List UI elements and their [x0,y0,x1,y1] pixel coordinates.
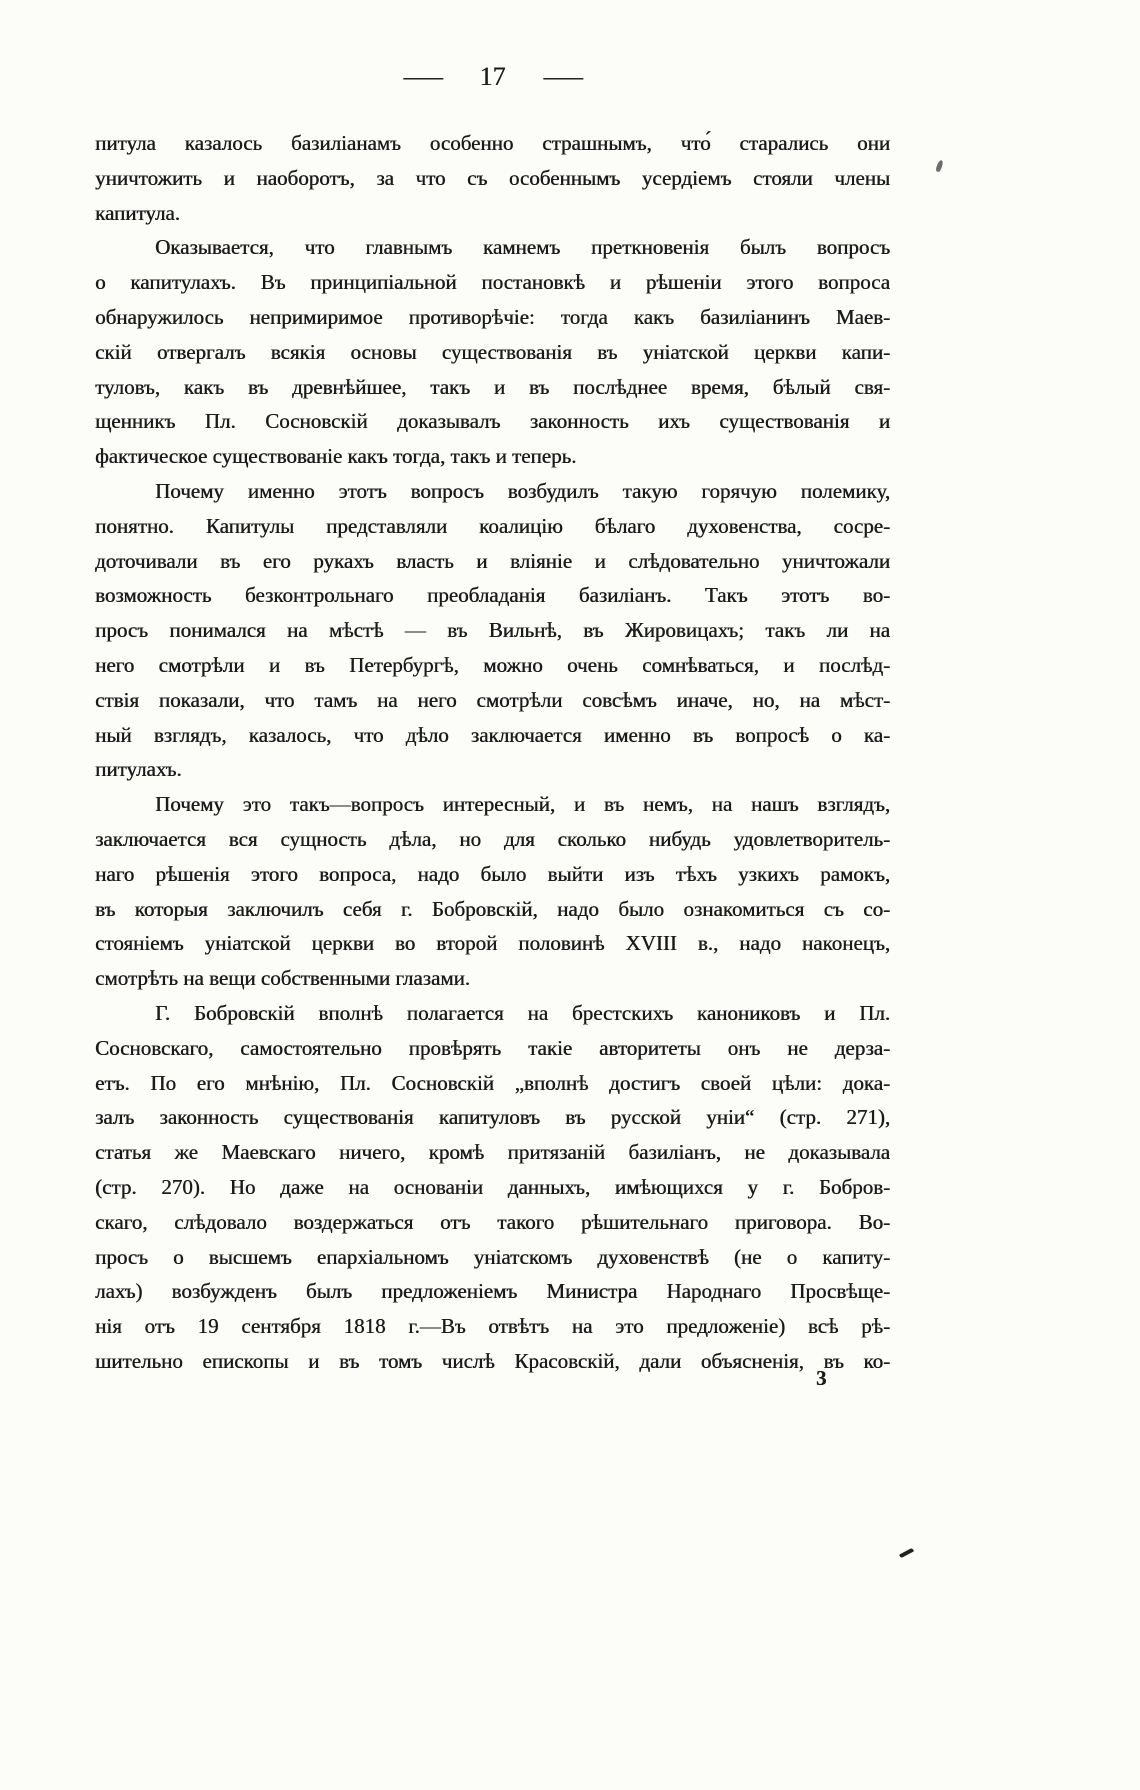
scan-artifact [899,1548,914,1559]
text-line: питулахъ. [95,757,182,782]
text-line: понятно. Капитулы представляли коалицію бѣлаго духовенства, сосре- [95,513,890,538]
text-line: лахъ) возбужденъ былъ предложеніемъ Министра Народнаго Просвѣще- [95,1279,890,1304]
text-line: возможность безконтрольнаго преобладанія базиліанъ. Такъ этотъ во- [95,583,890,608]
text-line: обнаружилось непримиримое противорѣчіе: тогда какъ базиліанинъ Маев- [95,304,890,329]
text-line: стояніемъ уніатской церкви во второй половинѣ XVIII в., надо наконецъ, [95,931,890,956]
text-line: заключается вся сущность дѣла, но для сколько нибудь удовлетворитель- [95,826,890,851]
text-line: туловъ, какъ въ древнѣйшее, такъ и въ послѣднее время, бѣлый свя- [95,374,890,399]
text-line: Г. Бобровскій вполнѣ полагается на брестскихъ канониковъ и Пл. [155,1000,890,1025]
text-line: капитула. [95,200,180,225]
page-number-value: 17 [479,62,506,91]
text-line: залъ законность существованія капитуловъ въ русской уніи“ (стр. 271), [95,1105,890,1130]
text-line: Почему именно этотъ вопросъ возбудилъ такую горячую полемику, [155,478,890,503]
text-line: ный взглядъ, казалось, что дѣло заключается именно въ вопросѣ о ка- [95,722,890,747]
header-dash-right: — [543,62,582,91]
text-line: наго рѣшенія этого вопроса, надо было выйти изъ тѣхъ узкихъ рамокъ, [95,861,890,886]
text-line: доточивали въ его рукахъ власть и вліяніе и слѣдовательно уничтожали [95,548,890,573]
text-line: ствія показали, что тамъ на него смотрѣли совсѣмъ иначе, но, на мѣст- [95,687,890,712]
text-line: скій отвергалъ всякія основы существованія въ уніатской церкви капи- [95,339,890,364]
text-line: нія отъ 19 сентября 1818 г.—Въ отвѣтъ на это предложеніе) всѣ рѣ- [95,1314,890,1339]
text-line: въ которыя заключилъ себя г. Бобровскій, надо было ознакомиться съ со- [95,896,890,921]
text-line: фактическое существованіе какъ тогда, такъ и теперь. [95,444,577,469]
text-line: о капитулахъ. Въ принципіальной постановкѣ и рѣшеніи этого вопроса [95,270,890,295]
text-line: статья же Маевскаго ничего, кромѣ притязаній базиліанъ, не доказывала [95,1140,890,1165]
text-line: Оказывается, что главнымъ камнемъ преткновенія былъ вопросъ [155,235,890,260]
body-text [95,126,890,1379]
text-line: питула казалось базиліанамъ особенно страшнымъ, что́ старались они [95,131,890,155]
text-line: уничтожить и наоборотъ, за что съ особеннымъ усердіемъ стояли члены [95,165,890,190]
text-line: просъ понимался на мѣстѣ — въ Вильнѣ, въ Жировицахъ; такъ ли на [95,618,890,643]
text-line: смотрѣть на вещи собственными глазами. [95,966,470,991]
text-line: шительно епископы и въ томъ числѣ Красовскій, дали объясненія, въ ко- [95,1348,890,1373]
text-line: просъ о высшемъ епархіальномъ уніатскомъ духовенствѣ (не о капиту- [95,1244,890,1269]
signature-mark: 3 [816,1366,827,1390]
scan-artifact [935,160,944,173]
text-line: скаго, слѣдовало воздержаться отъ такого рѣшительнаго приговора. Во- [95,1209,890,1234]
header-dash-left: — [403,62,442,91]
text-line: щенникъ Пл. Сосновскій доказывалъ законность ихъ существованія и [95,409,890,434]
page-number [95,62,890,92]
text-line: Сосновскаго, самостоятельно провѣрять такіе авторитеты онъ не дерза- [95,1035,890,1060]
text-line: (стр. 270). Но даже на основаніи данныхъ, имѣющихся у г. Бобров- [95,1174,890,1199]
text-line: него смотрѣли и въ Петербургѣ, можно очень сомнѣваться, и послѣд- [95,652,890,677]
text-line: Почему это такъ—вопросъ интересный, и въ немъ, на нашъ взглядъ, [155,792,890,817]
text-line: етъ. По его мнѣнію, Пл. Сосновскій „вполнѣ достигъ своей цѣли: дока- [95,1070,890,1095]
